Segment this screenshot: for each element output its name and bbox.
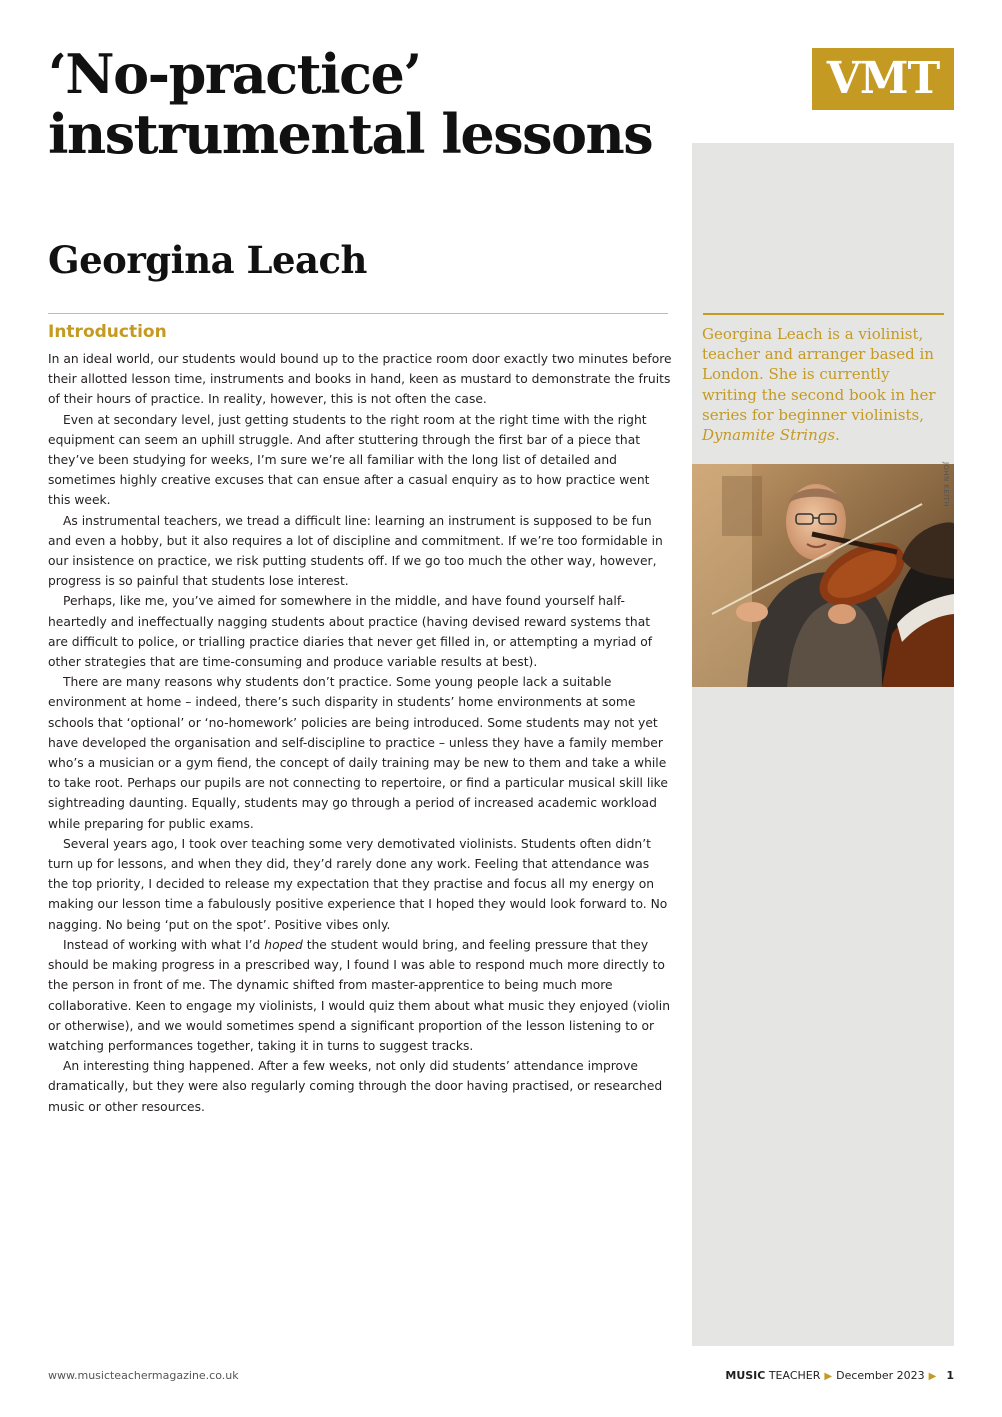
triangle-right-icon: ▶: [928, 1371, 937, 1382]
article-title: [48, 44, 652, 164]
emphasis-text: hoped: [264, 937, 303, 952]
paragraph-text: the student would bring, and feeling pressure that they should be making progress in a prescribed way, I found I was able to respond much more directly to the person in front of me. The dynamic shifted from master-apprentice to being much more collaborative. Keen to engage my violinists, I would quiz them about what music they enjoyed (violin or otherwise), and we would sometimes spend a significant proportion of the lesson listening to or watching performances together, taking it in turns to suggest tracks.: [48, 937, 670, 1053]
paragraph: There are many reasons why students don’t practice. Some young people lack a suitable environment at home – indeed, there’s such disparity in students’ home environments at some schools that ‘optional’ or ‘no-homework’ policies are being introduced. Some students may not yet have developed the organisation and self-discipline to practice – unless they have a family member who’s a musician or a gym fiend, the concept of daily training may be new to them and take a while to take root. Perhaps our pupils are not connecting to repertoire, or find a particular musical skill like sightreading daunting. Equally, students may go through a period of increased academic workload while preparing for public exams.: [48, 675, 668, 831]
section-heading: Introduction: [48, 322, 167, 342]
bio-text: Georgina Leach is a violinist, teacher and arranger based in London. She is currently writing the second book in her series for beginner violinists,: [702, 325, 936, 424]
title-line-2: instrumental lessons: [48, 102, 653, 166]
teacher-violin-photo: [692, 464, 954, 687]
magazine-name-bold: MUSIC: [725, 1369, 766, 1382]
paragraph: [48, 935, 672, 1056]
issue-date: December 2023: [836, 1369, 925, 1382]
paragraph: In an ideal world, our students would bound up to the practice room door exactly two minutes before their allotted lesson time, instruments and books in hand, keen as mustard to demonstrate the fruits of their hours of practice. In reality, however, this is not often the case.: [48, 352, 672, 407]
footer-url[interactable]: www.musicteachermagazine.co.uk: [48, 1369, 239, 1382]
vmt-logo: VMT: [812, 48, 954, 110]
photo-credit: JOHN KEITH: [942, 462, 950, 507]
author-bio: [702, 324, 947, 445]
paragraph: As instrumental teachers, we tread a difficult line: learning an instrument is supposed to be fun and even a hobby, but it also requires a lot of discipline and commitment. If we’re too formidable in our insistence on practice, we risk putting students off. If we go too much the other way, however, progress is so painful that students lose interest.: [48, 513, 663, 589]
paragraph: An interesting thing happened. After a few weeks, not only did students’ attendance improve dramatically, but they were also regularly coming through the door having practised, or researched music or other resources.: [48, 1059, 663, 1114]
magazine-name-rest: TEACHER: [765, 1369, 821, 1382]
paragraph: Even at secondary level, just getting students to the right room at the right time with the right equipment can seem an uphill struggle. And after stuttering through the first bar of a piece that they’ve been studying for weeks, I’m sure we’re all familiar with the long list of detailed and sometimes highly creative excuses that can ensue after a casual enquiry as to how practice went this week.: [48, 412, 650, 508]
triangle-right-icon: ▶: [824, 1371, 833, 1382]
bio-end: .: [835, 426, 840, 445]
author-name: Georgina Leach: [48, 238, 367, 282]
title-line-1: ‘No-practice’: [48, 42, 421, 106]
footer-publication: [725, 1369, 954, 1382]
paragraph-text: Instead of working with what I’d: [63, 937, 265, 952]
bio-book-title: Dynamite Strings: [702, 426, 836, 445]
paragraph: Several years ago, I took over teaching some very demotivated violinists. Students often didn’t turn up for lessons, and when they did, they’d rarely done any work. Feeling that attendance was the top priority, I decided to release my expectation that they practise and focus all my energy on making our lesson time a fabulously positive experience that I hoped they would look forward to. No nagging. No being ‘put on the spot’. Positive vibes only.: [48, 836, 668, 932]
header-divider: [48, 313, 668, 314]
bio-divider: [703, 313, 944, 315]
paragraph: Perhaps, like me, you’ve aimed for somewhere in the middle, and have found yourself half-heartedly and ineffectually nagging students about practice (having devised reward systems that are difficult to police, or trialling practice diaries that never get filled in, or attempting a myriad of other strategies that are time-consuming and produce variable results at best).: [48, 594, 653, 670]
article-body: [48, 349, 672, 1117]
page-number: 1: [946, 1369, 954, 1382]
